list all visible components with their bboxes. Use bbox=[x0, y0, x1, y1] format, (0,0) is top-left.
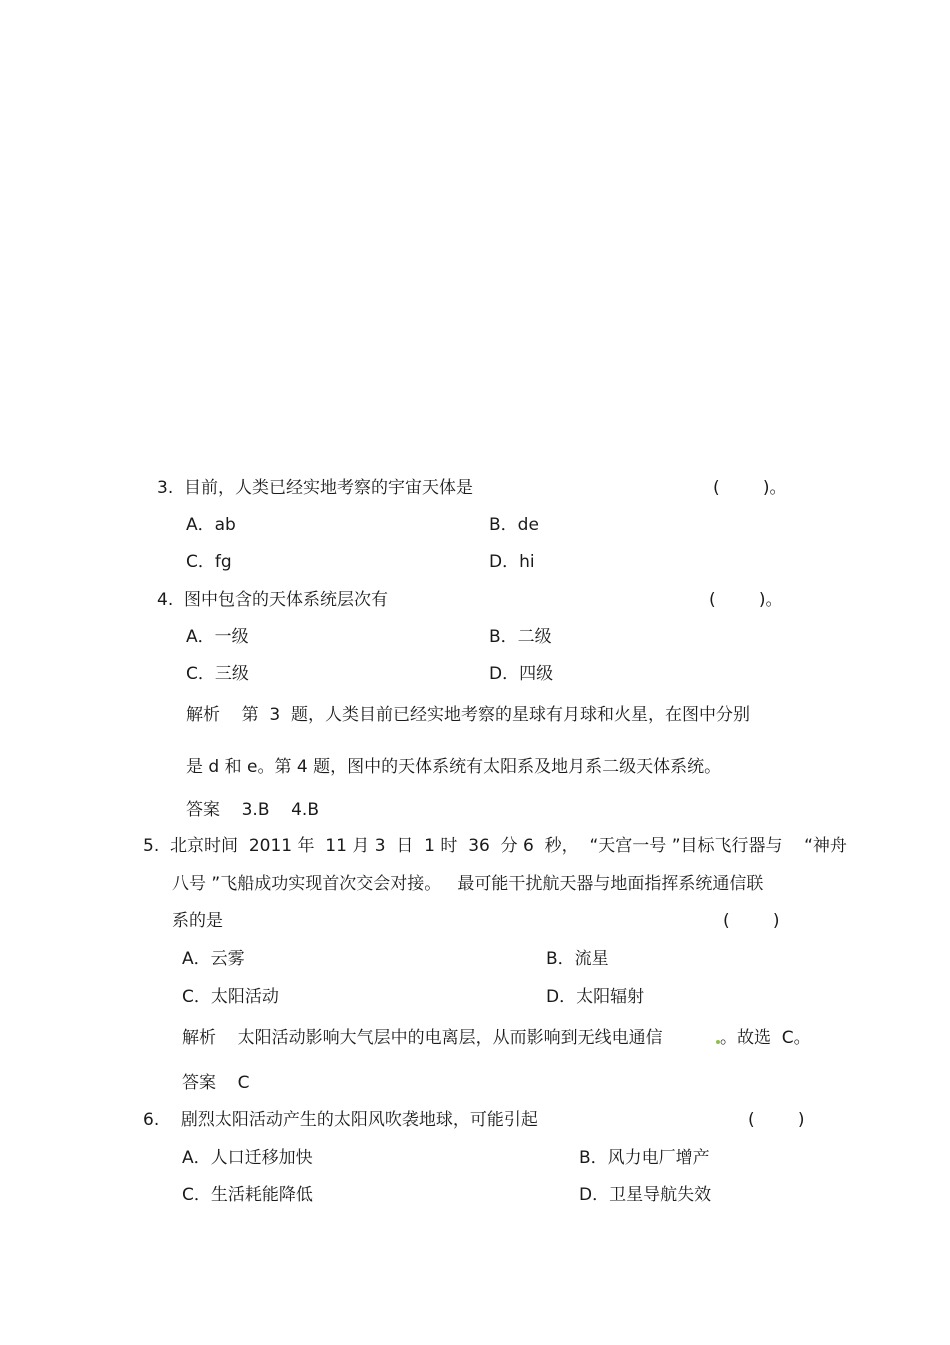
q4-analysis-line1: 解析 第 3 题，人类目前已经实地考察的星球有月球和火星，在图中分别 bbox=[186, 705, 751, 725]
q5-option-c: C．太阳活动 bbox=[182, 987, 279, 1007]
q5-answer-blank: ( ) bbox=[723, 911, 780, 931]
q4-option-d: D．四级 bbox=[489, 664, 554, 684]
q5-stem-line2: 八号 ”飞船成功实现首次交会对接。 最可能干扰航天器与地面指挥系统通信联 bbox=[172, 874, 764, 894]
q5-option-d: D．太阳辐射 bbox=[546, 987, 645, 1007]
q4-answer-blank: ( )。 bbox=[709, 590, 783, 610]
q6-answer-blank: ( ) bbox=[748, 1110, 805, 1130]
q3-option-b: B．de bbox=[489, 515, 539, 535]
q5-option-a: A．云雾 bbox=[182, 949, 245, 969]
q5-stem-line3: 系的是 bbox=[172, 911, 223, 931]
q5-analysis: 解析 太阳活动影响大气层中的电离层，从而影响到无线电通信 bbox=[182, 1028, 663, 1048]
q3-answer-blank: ( )。 bbox=[713, 478, 787, 498]
q6-stem: 6. 剧烈太阳活动产生的太阳风吹袭地球，可能引起 bbox=[143, 1110, 538, 1130]
q6-option-a: A．人口迁移加快 bbox=[182, 1148, 313, 1168]
q4-analysis-line2: 是 d 和 e。第 4 题，图中的天体系统有太阳系及地月系二级天体系统。 bbox=[186, 757, 722, 777]
q5-answer: 答案 C bbox=[182, 1073, 250, 1093]
q3-option-c: C．fg bbox=[186, 552, 232, 572]
q5-option-b: B．流星 bbox=[546, 949, 609, 969]
q4-option-b: B．二级 bbox=[489, 627, 552, 647]
q4-answer: 答案 3.B 4.B bbox=[186, 800, 319, 820]
q4-option-c: C．三级 bbox=[186, 664, 249, 684]
q6-option-c: C．生活耗能降低 bbox=[182, 1185, 313, 1205]
q6-option-d: D．卫星导航失效 bbox=[579, 1185, 712, 1205]
q3-option-d: D．hi bbox=[489, 552, 535, 572]
q3-stem: 3. 目前，人类已经实地考察的宇宙天体是 bbox=[157, 478, 474, 498]
q4-option-a: A．一级 bbox=[186, 627, 249, 647]
q6-option-b: B．风力电厂增产 bbox=[579, 1148, 710, 1168]
q5-stem-line1: 5. 北京时间 2011 年 11 月 3 日 1 时 36 分 6 秒， “天宫一号 ”目标飞行器与 “神舟 bbox=[143, 836, 847, 856]
q4-stem: 4. 图中包含的天体系统层次有 bbox=[157, 590, 389, 610]
q3-option-a: A．ab bbox=[186, 515, 236, 535]
q5-analysis-tail: 。故选 C。 bbox=[720, 1028, 811, 1048]
